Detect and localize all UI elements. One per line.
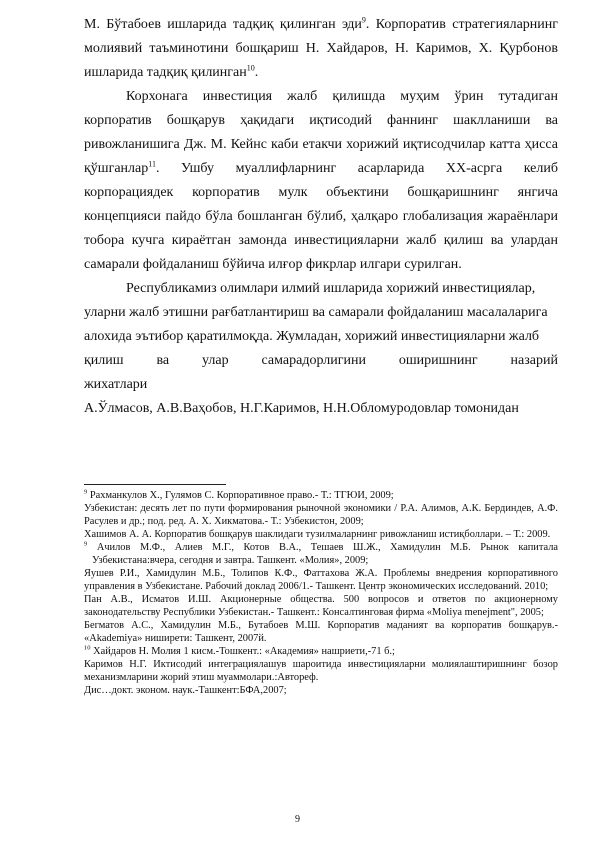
footnote-9b-c: Пан А.В., Исматов И.Ш. Акционерные общества. 500 вопросов и ответов по акционерному законодательству Республики Узбекистан.- Ташкент.: Консалтинговая фирма «Moliya menejment", 2005;: [84, 594, 558, 618]
footnote-ref-10: 10: [246, 63, 255, 73]
body-text: [84, 13, 558, 421]
paragraph-3-line-1: Республикамиз олимлари илмий ишларида хорижий инвестициялар,: [126, 281, 536, 296]
paragraph-2-text: Корхонага инвестиция жалб қилишда муҳим ўрин тутадиган корпоратив бошқарув ҳақидаги иқтисодий фаннинг шаклланиши ва ривожланишига Дж. М. Кейнс каби етакчи хорижий иқтисодчилар катта ҳисса қўшганлар: [84, 89, 558, 176]
footnote-9-c: Хашимов А. А. Корпоратив бошқарув шаклидаги тузилмаларнинг ривожланиш истиқболлари. – Т.: 2009.: [84, 529, 551, 540]
footnote-9b-d: Бегматов А.С., Хамидулин М.Б., Бутабоев М.Ш. Корпоратив маданият ва корпоратив бошқарув.- «Akademiya» ниширети: Ташкент, 2007й.: [84, 620, 558, 644]
paragraph-3-line-5: жихатлари: [84, 377, 148, 392]
paragraph-1: [84, 13, 558, 85]
footnote-9-a-text: Рахманкулов Х., Гулямов С. Корпоративное право.- Т.: ТГЮИ, 2009;: [89, 490, 394, 501]
footnote-ref-9: 9: [361, 15, 366, 25]
paragraph-2: [84, 85, 558, 277]
paragraph-1-text-2: . Корпоратив стратегияларнинг молиявий таъминотини бошқариш Н. Хайдаров, Н. Каримов, Х. Қурбонов ишларида тадқиқ қилинган: [84, 17, 559, 80]
footnote-separator: [84, 484, 226, 485]
footnote-mark-9: 9: [84, 488, 88, 496]
footnote-9b-a: [84, 541, 558, 567]
footnote-9-a: [84, 489, 558, 502]
footnote-10-a-text: Хайдаров Н. Молия 1 кисм.-Тошкент.: «Академия» нашриети,-71 б.;: [93, 646, 395, 657]
paragraph-3-line-2: уларни жалб этишни рағбатлантириш ва самарали фойдаланиш масалаларига: [84, 305, 548, 320]
footnote-mark-10: 10: [84, 644, 91, 652]
footnote-10-c: Дис…докт. эконом. наук.-Ташкент:БФА,2007;: [84, 685, 287, 696]
footnote-10-b: Каримов Н.Г. Иктисодий интеграциялашув шароитида инвестицияларни молиялаштиришнинг бозор механизмларини жорий этиш муаммолари.:Автореф.: [84, 659, 558, 683]
footnote-9b-a-text: Ачилов М.Ф., Алиев М.Г., Котов В.А., Тешаев Ш.Ж., Хамидулин М.Б. Рынок капитала Узбекистана:вчера, сегодня и завтра. Ташкент. «Молия», 2009;: [92, 542, 558, 566]
footnote-9b-b: Яушев Р.И., Хамидулин М.Б., Толипов К.Ф., Фаттахова Ж.А. Проблемы внедрения корпоративного управления в Узбекистане. Рабочий доклад 2006/1.- Ташкент. Центр экономических исследований. 2010;: [84, 568, 558, 592]
paragraph-3-line-4: қилиш ва улар самарадорлигини оширишнинг назарий: [84, 353, 558, 368]
footnote-9-b: Узбекистан: десять лет по пути формирования рыночной экономики / Р.А. Алимов, А.К. Бердиндев, А.Ф. Расулев и др.; под. ред. А. Х. Хикматова.- Т.: Узбекистон, 2009;: [84, 503, 558, 527]
footnote-ref-11: 11: [148, 159, 156, 169]
paragraph-3-line-6: А.Ўлмасов, А.В.Ваҳобов, Н.Г.Каримов, Н.Н.Обломуродовлар томонидан: [84, 401, 519, 416]
paragraph-2-text-2: . Ушбу муаллифларнинг асарларида XX-асрга келиб корпорациядек корпоратив мулк объектини бошқаришнинг янгича концепцияси пайдо бўла бошланган бўлиб, ҳалқаро глобализация жараёнлари тобора кучга кираётган замонда инвестицияларни жалб қилиш ва улардан самарали фойдаланиш бўйича илғор фикрлар илгари сурилган.: [84, 161, 558, 272]
paragraph-1-text: М. Бўтабоев ишларида тадқиқ қилинган эди: [84, 17, 362, 32]
page-number: 9: [295, 814, 300, 825]
paragraph-1-text-3: .: [254, 65, 259, 80]
footnote-10-a: [84, 645, 558, 658]
footnote-mark-9b: 9: [84, 540, 88, 548]
paragraph-3-line-3: алохида эътибор қаратилмоқда. Жумладан, хорижий инвестицияларни жалб: [84, 329, 540, 344]
footnotes: [84, 489, 558, 697]
